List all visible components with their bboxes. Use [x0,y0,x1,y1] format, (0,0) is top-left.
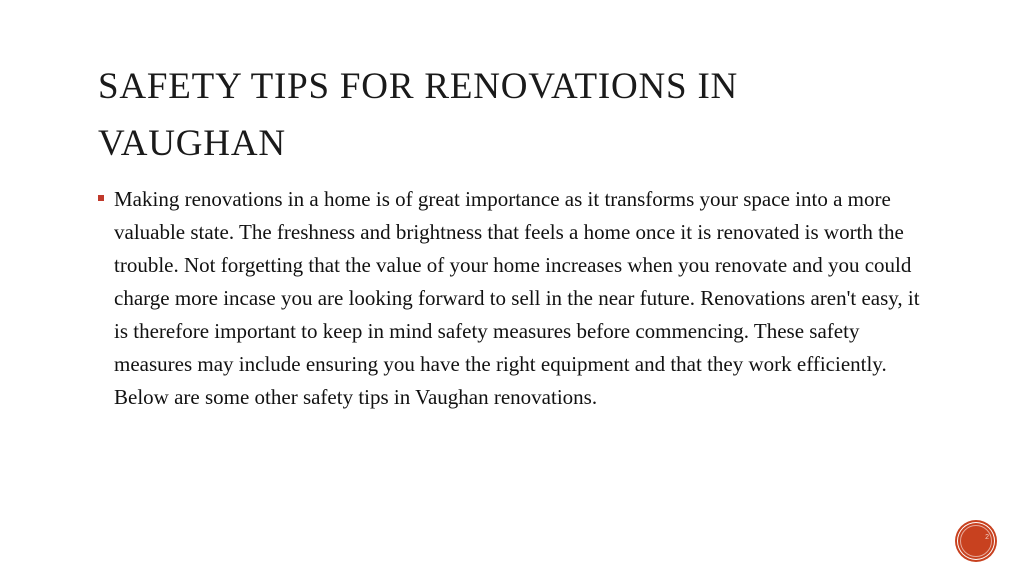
square-bullet-icon [98,195,104,201]
bullet-item [98,183,938,414]
slide-title: SAFETY TIPS FOR RENOVATIONS IN VAUGHAN [98,66,739,164]
page-number-badge [957,522,995,560]
slide-body [98,183,938,414]
page-number: 2 [985,534,989,541]
bullet-text: Making renovations in a home is of great importance as it transforms your space into a more valuable state. The freshness and brightness that feels a home once it is renovated is worth the trouble. Not forgetting that the value of your home increases when you renovate and you could charge more incase you are looking forward to sell in the near future. Renovations aren't easy, it is therefore important to keep in mind safety measures before commencing. These safety measures may include ensuring you have the right equipment and that they work efficiently. Below are some other safety tips in Vaughan renovations. [114,187,920,409]
